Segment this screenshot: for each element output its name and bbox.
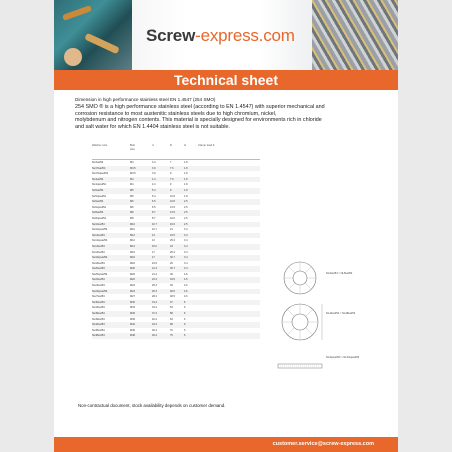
table-cell: 6 xyxy=(184,312,186,316)
table-cell: M18 xyxy=(130,261,135,265)
table-cell: M39 xyxy=(130,317,135,321)
table-cell: 70 xyxy=(170,328,173,332)
table-cell: 2.5 xyxy=(184,211,188,215)
table-cell: 16.6 xyxy=(170,216,175,220)
table-cell: NL42ss254 xyxy=(92,323,105,327)
table-cell: M3.5 xyxy=(130,166,136,170)
table-cell: NL39ss254 xyxy=(92,317,105,321)
table-cell: M5 xyxy=(130,194,134,198)
table-cell: NL6spss254 xyxy=(92,205,106,209)
table-cell xyxy=(198,333,216,339)
table-cell: M27 xyxy=(130,295,135,299)
table-cell: 6.5 xyxy=(152,200,156,204)
table-cell: 8.7 xyxy=(152,216,156,220)
table-cell: 3.4 xyxy=(184,244,188,248)
table-cell: M14 xyxy=(130,244,135,248)
product-subtitle: Dimension in high performance stainless steel EN 1.4547 (254 SMO) xyxy=(75,97,216,102)
table-cell: 25.4 xyxy=(170,250,175,254)
table-cell: NL36ss254 xyxy=(92,312,105,316)
table-cell: 34.4 xyxy=(152,306,157,310)
table-cell: M12 xyxy=(130,239,135,243)
contact-email-link[interactable]: customer.service@screw-express.com xyxy=(272,441,374,447)
table-cell: 7 xyxy=(170,161,172,164)
table-cell: 3.4 xyxy=(184,250,188,254)
table-cell: M8 xyxy=(130,211,134,215)
table-cell: 6 xyxy=(184,300,186,304)
drawing-caption-1: NL3ss254 > NL8ss254 xyxy=(326,272,353,275)
table-cell: 4.4 xyxy=(152,183,156,187)
table-header-cell: H xyxy=(184,143,187,147)
logo-domain: express.com xyxy=(200,26,295,45)
table-cell: 7.6 xyxy=(170,166,174,170)
table-cell: 23 xyxy=(170,244,173,248)
table-cell: 25.3 xyxy=(152,289,157,293)
table-header-cell: Clamp load F xyxy=(198,143,215,147)
washer-drawings xyxy=(268,258,388,388)
table-cell: M4 xyxy=(130,177,134,181)
table-cell: NL24spss254 xyxy=(92,289,108,293)
table-cell: M45 xyxy=(130,328,135,332)
table-cell: 25.4 xyxy=(170,239,175,243)
table-cell: NL4ss254 xyxy=(92,177,104,181)
table-cell: M6 xyxy=(130,205,134,209)
table-cell: 3.4 xyxy=(184,233,188,237)
table-cell: 1.8 xyxy=(184,188,188,192)
washer-drawing-2 xyxy=(282,304,322,340)
table-cell: 3.4 xyxy=(184,261,188,265)
table-cell: 6 xyxy=(184,334,186,338)
table-cell: M16 xyxy=(130,256,135,260)
table-cell: M30 xyxy=(130,300,135,304)
table-cell: NL3.5ss254 xyxy=(92,166,106,170)
table-cell: 21 xyxy=(170,228,173,232)
table-cell: 1.8 xyxy=(184,194,188,198)
washer-side-view xyxy=(278,364,322,368)
disclaimer-note: Non-contractual document, stock availability depends on customer demand. xyxy=(78,403,226,408)
table-cell: 3.4 xyxy=(184,228,188,232)
table-cell: M24 xyxy=(130,289,135,293)
footer-bar xyxy=(54,437,398,452)
table-cell: M16 xyxy=(130,250,135,254)
table-cell: 68 xyxy=(170,323,173,327)
table-cell: NL6ss254 xyxy=(92,200,104,204)
table-cell: 3.9 xyxy=(152,166,156,170)
table-cell: M10 xyxy=(130,228,135,232)
table-cell: M20 xyxy=(130,272,135,276)
table-cell: 30.7 xyxy=(170,267,175,271)
table-cell: M12 xyxy=(130,233,135,237)
table-cell: 15.2 xyxy=(152,244,157,248)
table-cell: 48.5 xyxy=(170,295,175,299)
table-cell: NL27ss254 xyxy=(92,295,105,299)
table-cell: NL8ss254 xyxy=(92,211,104,215)
table-cell: 3.4 xyxy=(184,256,188,260)
table-cell: 75 xyxy=(170,334,173,338)
table-cell: 48.5 xyxy=(170,289,175,293)
table-cell: 4.6 xyxy=(184,278,188,282)
table-cell: 4.6 xyxy=(184,289,188,293)
table-cell: NL5ss254 xyxy=(92,188,104,192)
intro-paragraph xyxy=(75,104,377,130)
table-cell: 46.4 xyxy=(152,328,157,332)
table-cell: 2.5 xyxy=(184,200,188,204)
table-cell: 1.8 xyxy=(184,172,188,176)
table-header-cell: d xyxy=(152,143,154,147)
table-cell: NL10ss254 xyxy=(92,222,105,226)
table-cell: 39 xyxy=(170,284,173,288)
table-cell: 1.8 xyxy=(184,166,188,170)
washer-drawing-1 xyxy=(284,262,316,294)
table-cell: 10.7 xyxy=(152,228,157,232)
intro-line-1: 254 SMO ® is a high performance stainless steel (according to EN 1.4547) with superior mechanical and xyxy=(75,104,325,110)
table-cell: NL8spss254 xyxy=(92,216,106,220)
intro-line-2: corrosion resistance to most austenitic stainless steels due to high chromium, nickel, xyxy=(75,110,277,117)
table-cell: NL5spss254 xyxy=(92,194,106,198)
table-cell: 9 xyxy=(170,188,172,192)
table-cell: 6 xyxy=(184,323,186,327)
table-cell: 28.4 xyxy=(152,295,157,299)
table-cell: 40.4 xyxy=(152,317,157,321)
table-cell: NL18ss254 xyxy=(92,261,105,265)
table-cell: 13 xyxy=(152,233,155,237)
table-body xyxy=(92,160,260,339)
table-cell: 19.5 xyxy=(152,261,157,265)
table-cell: NL3ss254 xyxy=(92,161,104,164)
table-cell: NL20spss254 xyxy=(92,272,108,276)
table-cell: 4.6 xyxy=(184,272,188,276)
table-cell: 3.9 xyxy=(152,172,156,176)
table-cell: 21.4 xyxy=(152,267,157,271)
table-cell: 13.5 xyxy=(170,211,175,215)
table-cell: 23.4 xyxy=(152,278,157,282)
table-cell: NL48ss254 xyxy=(92,334,105,338)
table-cell: NL14ss254 xyxy=(92,244,105,248)
table-cell: M6 xyxy=(130,200,134,204)
table-header-cell xyxy=(140,143,152,159)
table-cell: 25.3 xyxy=(152,284,157,288)
table-cell xyxy=(140,333,152,339)
table-cell: 4.4 xyxy=(152,177,156,181)
table-cell: NL24ss254 xyxy=(92,284,105,288)
table-cell: NL20ss254 xyxy=(92,267,105,271)
table-cell: NL22ss254 xyxy=(92,278,105,282)
table-cell: 39 xyxy=(170,272,173,276)
table-cell: NL45ss254 xyxy=(92,328,105,332)
table-cell: NL12spss254 xyxy=(92,239,108,243)
table-cell: 29 xyxy=(170,261,173,265)
table-cell: 17 xyxy=(152,256,155,260)
page-title: Technical sheet xyxy=(173,72,278,88)
drawing-caption-3: NL3spss254 > NL24spss254 xyxy=(326,356,360,359)
table-cell: 17 xyxy=(152,250,155,254)
dimension-table xyxy=(92,143,260,339)
table-cell: 6 xyxy=(184,306,186,310)
table-cell: 34.5 xyxy=(170,278,175,282)
table-cell: NL4spss254 xyxy=(92,183,106,187)
table-cell: 1.8 xyxy=(184,183,188,187)
header-hero xyxy=(54,0,398,70)
table-cell: NL16ss254 xyxy=(92,250,105,254)
table-row xyxy=(92,333,260,339)
table-cell: M36 xyxy=(130,312,135,316)
table-cell: 30.7 xyxy=(170,256,175,260)
table-cell: 19.5 xyxy=(170,233,175,237)
table-cell: 2.5 xyxy=(184,205,188,209)
tools-photo xyxy=(54,0,132,70)
logo-brand: Screw xyxy=(146,26,196,45)
table-cell: 5.4 xyxy=(152,188,156,192)
table-cell: 6 xyxy=(184,328,186,332)
table-cell: 63 xyxy=(170,317,173,321)
table-cell: M3.5 xyxy=(130,172,136,176)
table-cell: M8 xyxy=(130,216,134,220)
table-cell: 4.6 xyxy=(184,284,188,288)
table-cell: 43.4 xyxy=(152,323,157,327)
table-cell: M33 xyxy=(130,306,135,310)
screws-photo xyxy=(312,0,398,70)
table-cell: 5.4 xyxy=(152,194,156,198)
table-header-cell: Bolt size xyxy=(130,143,135,151)
table-cell: M42 xyxy=(130,323,135,327)
table-cell: 58 xyxy=(170,312,173,316)
table-cell: M10 xyxy=(130,222,135,226)
table-cell: 6 xyxy=(184,317,186,321)
table-cell: 3.4 xyxy=(184,267,188,271)
table-cell: 54 xyxy=(170,306,173,310)
table-cell: 21.4 xyxy=(152,272,157,276)
table-header-cell: D xyxy=(170,143,173,147)
table-cell: 10.8 xyxy=(170,200,175,204)
table-cell: 9 xyxy=(170,172,172,176)
table-cell: 37.4 xyxy=(152,312,157,316)
technical-sheet-page xyxy=(54,0,398,452)
table-cell: 10.7 xyxy=(152,222,157,226)
table-cell: 3.4 xyxy=(184,239,188,243)
table-cell: NL30ss254 xyxy=(92,300,105,304)
table-cell: 8.7 xyxy=(152,211,156,215)
table-cell: 1.8 xyxy=(184,161,188,164)
table-cell: 6.5 xyxy=(152,205,156,209)
table-header-cell: Washer size xyxy=(92,143,108,147)
table-cell: 3.4 xyxy=(152,161,156,164)
table-cell: M5 xyxy=(130,188,134,192)
table-cell: M3 xyxy=(130,161,134,164)
table-cell: 1.8 xyxy=(184,177,188,181)
table-cell: 7.6 xyxy=(170,177,174,181)
table-cell: NL33ss254 xyxy=(92,306,105,310)
title-banner xyxy=(54,70,398,90)
table-cell: 47 xyxy=(170,300,173,304)
table-cell: NL3.5spss254 xyxy=(92,172,108,176)
table-header xyxy=(92,143,260,160)
table-cell: 31.4 xyxy=(152,300,157,304)
intro-line-4: and salt water for which EN 1.4404 stainless steel is not suitable. xyxy=(75,123,230,130)
table-cell: 9 xyxy=(170,183,172,187)
table-cell: 16.6 xyxy=(170,222,175,226)
table-cell: 13 xyxy=(152,239,155,243)
site-logo[interactable] xyxy=(146,26,295,46)
table-cell: 2.5 xyxy=(184,222,188,226)
table-cell: M4 xyxy=(130,183,134,187)
drawing-caption-2: NL10ss254 > NL48ss254 xyxy=(326,312,356,315)
table-cell: NL16spss254 xyxy=(92,256,108,260)
table-cell: M20 xyxy=(130,267,135,271)
table-cell: M48 xyxy=(130,334,135,338)
table-cell: 2.5 xyxy=(184,216,188,220)
table-cell: 10.8 xyxy=(170,194,175,198)
logo-separator: - xyxy=(195,26,201,45)
table-cell: 49.4 xyxy=(152,334,157,338)
table-cell: 4.6 xyxy=(184,295,188,299)
table-cell: NL10spss254 xyxy=(92,228,108,232)
intro-line-3: molybdenum and nitrogen contents. This material is specially designed for environments rich in chloride xyxy=(75,117,322,124)
table-cell: M22 xyxy=(130,278,135,282)
table-cell: M24 xyxy=(130,284,135,288)
table-cell: NL12ss254 xyxy=(92,233,105,237)
table-cell: 13.5 xyxy=(170,205,175,209)
